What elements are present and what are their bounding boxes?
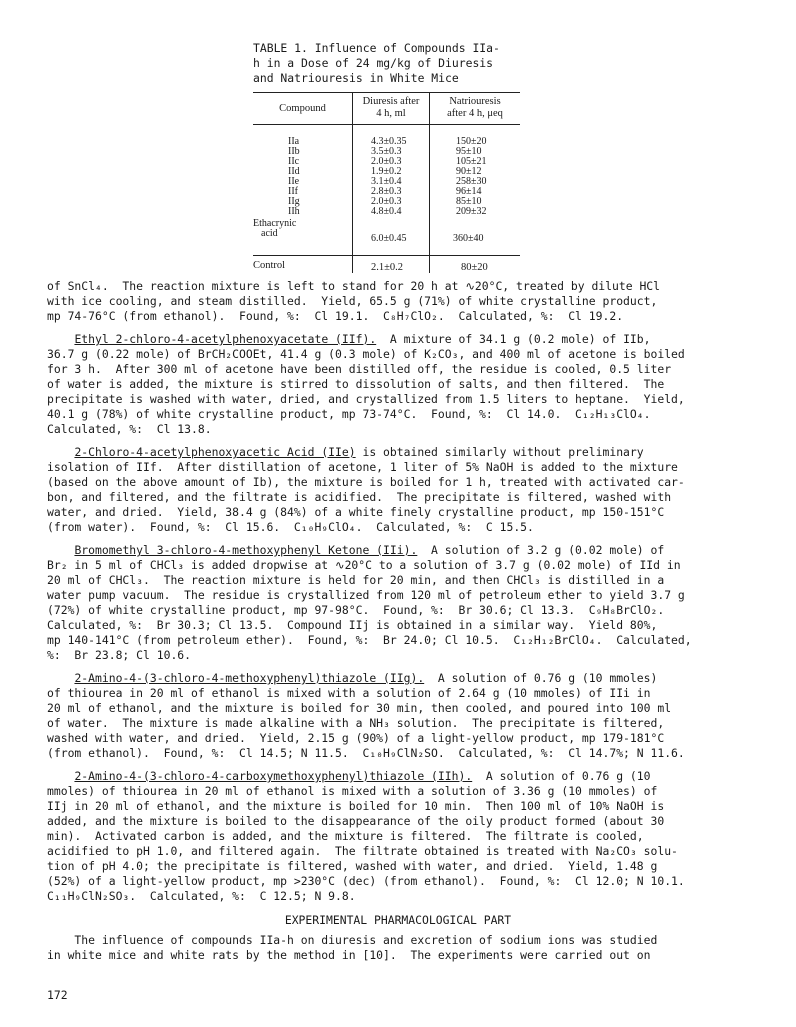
text-line: acidified to pH 1.0, and filtered again. The filtrate obtained is treated with Na₂CO₃ solu- <box>47 844 678 858</box>
text-line: precipitate is washed with water, dried, and crystallized from 1.5 liters to heptane. Yield, <box>47 392 685 406</box>
caption-line: TABLE 1. Influence of Compounds IIa- <box>253 41 500 55</box>
paragraph <box>47 445 759 535</box>
table-cell: IIc <box>288 156 300 167</box>
text-line: of SnCl₄. The reaction mixture is left to stand for 20 h at ∿20°C, treated by dilute HCl <box>47 279 661 293</box>
text-line: 36.7 g (0.22 mole) of BrCH₂COOEt, 41.4 g (0.3 mole) of K₂CO₃, and 400 ml of acetone is boiled <box>47 347 685 361</box>
text-line: Br₂ in 5 ml of CHCl₃ is added dropwise at ∿20°C to a solution of 3.7 g (0.02 mole) of IId in <box>47 558 681 572</box>
table-cell: acid <box>261 228 278 239</box>
control-diuresis: 2.1±0.2 <box>371 262 404 273</box>
header-natriouresis-line: after 4 h, μeq <box>447 108 503 119</box>
table-cell: Ethacrynic <box>253 218 297 229</box>
ethacrynic-natriouresis <box>453 234 484 244</box>
table-cell: 105±21 <box>456 156 487 167</box>
table-cell: 4.3±0.35 <box>371 136 407 147</box>
table-cell: 3.1±0.4 <box>371 176 402 187</box>
table-cell: 209±32 <box>456 206 487 217</box>
table-cell: IIa <box>288 136 300 147</box>
text-line: 2-Amino-4-(3-chloro-4-carboxymethoxyphenyl)thiazole (IIh). A solution of 0.76 g (10 <box>74 769 651 783</box>
text-line: Ethyl 2-chloro-4-acetylphenoxyacetate (IIf). A mixture of 34.1 g (0.2 mole) of IIb, <box>74 332 651 346</box>
text-line: added, and the mixture is boiled to the disappearance of the oily product formed (about 30 <box>47 814 665 828</box>
header-diuresis-line: Diuresis after <box>362 96 420 107</box>
table-top-rule <box>253 92 520 93</box>
ethacrynic-diuresis <box>371 234 407 244</box>
table-cell: 6.0±0.45 <box>371 233 407 244</box>
header-natriouresis-line: Natriouresis <box>449 96 501 107</box>
caption-line: h in a Dose of 24 mg/kg of Diuresis <box>253 56 494 70</box>
table-cell: 96±14 <box>456 186 482 197</box>
text-line: IIj in 20 ml of ethanol, and the mixture is boiled for 10 min. Then 100 ml of 10% NaOH is <box>47 799 665 813</box>
text-line: washed with water, and dried. Yield, 2.15 g (90%) of a light-yellow product, mp 179-181°C <box>47 731 665 745</box>
table-header-rule <box>253 124 520 125</box>
text-line: mp 140-141°C (from petroleum ether). Found, %: Br 24.0; Cl 10.5. C₁₂H₁₂BrClO₄. Calculated, <box>47 633 692 647</box>
text-line: Calculated, %: Br 30.3; Cl 13.5. Compound IIj is obtained in a similar way. Yield 80%, <box>47 618 658 632</box>
text-line: %: Br 23.8; Cl 10.6. <box>47 648 192 662</box>
table-cell: 360±40 <box>453 233 484 244</box>
table-cell: 2.0±0.3 <box>371 196 402 207</box>
table-cell: IIb <box>288 146 300 157</box>
table-cell: 2.8±0.3 <box>371 186 402 197</box>
compound-title: 2-Chloro-4-acetylphenoxyacetic Acid (IIe) <box>74 445 356 459</box>
text-line: mp 74-76°C (from ethanol). Found, %: Cl 19.1. C₈H₇ClO₂. Calculated, %: Cl 19.2. <box>47 309 624 323</box>
text-line: tion of pH 4.0; the precipitate is filtered, washed with water, and dried. Yield, 1.48 g <box>47 859 658 873</box>
ethacrynic-label <box>253 219 296 239</box>
table-cell: 150±20 <box>456 136 487 147</box>
header-compound: Compound <box>279 103 326 114</box>
paragraph <box>47 279 759 324</box>
table-cell: 4.8±0.4 <box>371 206 402 217</box>
text-line: The influence of compounds IIa-h on diuresis and excretion of sodium ions was studied <box>47 933 658 947</box>
paragraph <box>47 671 759 761</box>
header-natriouresis <box>430 96 520 120</box>
header-diuresis <box>353 96 429 120</box>
table-cell: 3.5±0.3 <box>371 146 402 157</box>
text-line: min). Activated carbon is added, and the mixture is filtered. The filtrate is cooled, <box>47 829 644 843</box>
table-cell: 1.9±0.2 <box>371 166 402 177</box>
compound-title: 2-Amino-4-(3-chloro-4-methoxyphenyl)thiazole (IIg). <box>74 671 425 685</box>
text-line: of water. The mixture is made alkaline with a NH₃ solution. The precipitate is filtered, <box>47 716 665 730</box>
text-line: 2-Amino-4-(3-chloro-4-methoxyphenyl)thiazole (IIg). A solution of 0.76 g (10 mmoles) <box>74 671 658 685</box>
table-caption <box>253 41 553 86</box>
compound-title: Bromomethyl 3-chloro-4-methoxyphenyl Ketone (IIi). <box>74 543 418 557</box>
text-line: isolation of IIf. After distillation of acetone, 1 liter of 5% NaOH is added to the mixture <box>47 460 678 474</box>
control-label: Control <box>253 260 286 271</box>
text-line: for 3 h. After 300 ml of acetone have been distilled off, the residue is cooled, 0.5 liter <box>47 362 672 376</box>
text-line: (based on the above amount of Ib), the mixture is boiled for 1 h, treated with activated car- <box>47 475 685 489</box>
text-line: 2-Chloro-4-acetylphenoxyacetic Acid (IIe) is obtained similarly without preliminary <box>74 445 644 459</box>
paragraph <box>47 332 759 437</box>
body-text <box>47 279 759 912</box>
diuresis-column <box>371 137 407 217</box>
table-control-rule <box>253 255 520 256</box>
text-line: in white mice and white rats by the method in [10]. The experiments were carried out on <box>47 948 651 962</box>
text-line: of water is added, the mixture is stirred to dissolution of salts, and then filtered. The <box>47 377 665 391</box>
text-line: Bromomethyl 3-chloro-4-methoxyphenyl Ketone (IIi). A solution of 3.2 g (0.02 mole) of <box>74 543 665 557</box>
text-line: C₁₁H₉ClN₂SO₃. Calculated, %: C 12.5; N 9.8. <box>47 889 356 903</box>
text-line: (52%) of a light-yellow product, mp >230°C (dec) (from ethanol). Found, %: Cl 12.0; N 10.1. <box>47 874 685 888</box>
table-cell: IIe <box>288 176 300 187</box>
compound-column <box>288 137 300 217</box>
text-line: mmoles) of thiourea in 20 ml of ethanol is mixed with a solution of 3.36 g (10 mmoles) of <box>47 784 658 798</box>
natriouresis-column <box>456 137 487 217</box>
compound-title: 2-Amino-4-(3-chloro-4-carboxymethoxyphenyl)thiazole (IIh). <box>74 769 473 783</box>
table-cell: 90±12 <box>456 166 482 177</box>
caption-line: and Natriouresis in White Mice <box>253 71 459 85</box>
text-line: water pump vacuum. The residue is crystallized from 120 ml of petroleum ether to yield 3.7 g <box>47 588 685 602</box>
text-line: (from ethanol). Found, %: Cl 14.5; N 11.5. C₁₀H₉ClN₂SO. Calculated, %: Cl 14.7%; N 11.6. <box>47 746 685 760</box>
text-line: water, and dried. Yield, 38.4 g (84%) of a white finely crystalline product, mp 150-151°C <box>47 505 665 519</box>
paragraph <box>47 769 759 904</box>
table-cell: IIh <box>288 206 300 217</box>
text-line: 20 ml of CHCl₃. The reaction mixture is held for 20 min, and then CHCl₃ is distilled in a <box>47 573 665 587</box>
table-cell: 85±10 <box>456 196 482 207</box>
table-cell: IIg <box>288 196 300 207</box>
control-natriouresis: 80±20 <box>461 262 488 273</box>
table-cell: 95±10 <box>456 146 482 157</box>
text-line: bon, and filtered, and the filtrate is acidified. The precipitate is filtered, washed with <box>47 490 672 504</box>
text-line: with ice cooling, and steam distilled. Yield, 65.5 g (71%) of white crystalline product, <box>47 294 658 308</box>
text-line: 20 ml of ethanol, and the mixture is boiled for 30 min, then cooled, and poured into 100 ml <box>47 701 672 715</box>
table-cell: 258±30 <box>456 176 487 187</box>
page-number: 172 <box>47 988 68 1002</box>
text-line: of thiourea in 20 ml of ethanol is mixed with a solution of 2.64 g (10 mmoles) of IIi in <box>47 686 651 700</box>
final-paragraph <box>47 933 759 963</box>
table-cell: IIf <box>288 186 298 197</box>
text-line: (from water). Found, %: Cl 15.6. C₁₀H₉ClO₄. Calculated, %: C 15.5. <box>47 520 534 534</box>
header-diuresis-line: 4 h, ml <box>376 108 406 119</box>
section-heading: EXPERIMENTAL PHARMACOLOGICAL PART <box>284 913 512 927</box>
text-line: (72%) of white crystalline product, mp 97-98°C. Found, %: Br 30.6; Cl 13.3. C₉H₈BrClO₂. <box>47 603 665 617</box>
text-line: 40.1 g (78%) of white crystalline product, mp 73-74°C. Found, %: Cl 14.0. C₁₂H₁₃ClO₄. <box>47 407 651 421</box>
compound-title: Ethyl 2-chloro-4-acetylphenoxyacetate (IIf). <box>74 332 377 346</box>
text-line: Calculated, %: Cl 13.8. <box>47 422 212 436</box>
paragraph <box>47 543 759 663</box>
table-cell: 2.0±0.3 <box>371 156 402 167</box>
table-cell: IId <box>288 166 300 177</box>
